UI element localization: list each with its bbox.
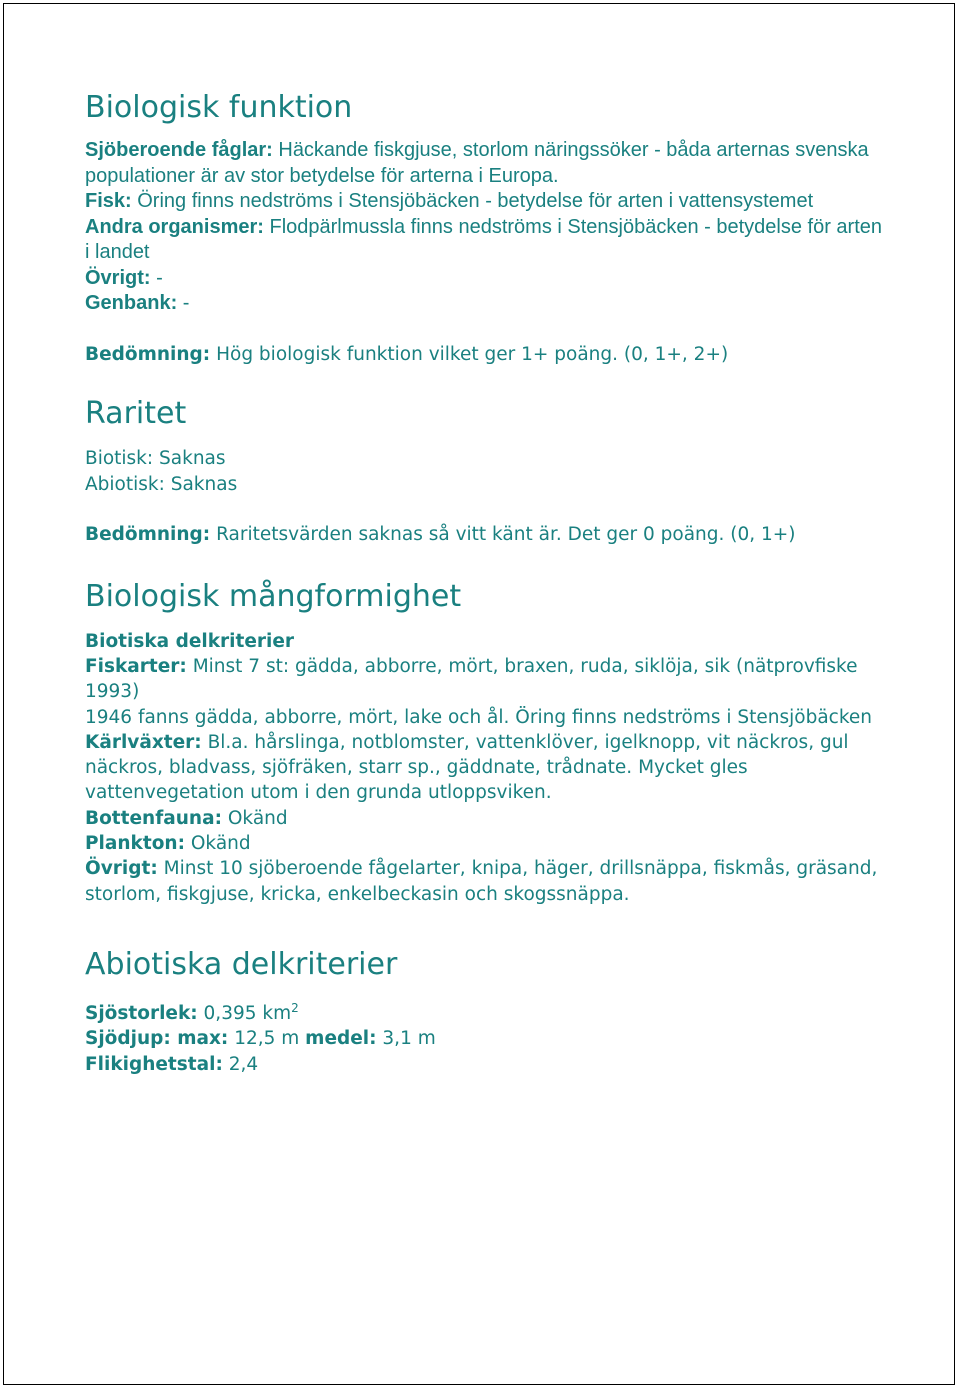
text-sjostorlek: 0,395 km xyxy=(197,1002,292,1024)
text-ovrigt: - xyxy=(150,266,163,289)
text-ovrigt-faglar: Minst 10 sjöberoende fågelarter, knipa, häger, drillsnäppa, fiskmås, gräsand, storlom, fiskgjuse, kricka, enkelbeckasin och skogssnäppa. xyxy=(85,858,878,905)
document-content xyxy=(85,86,885,1077)
paragraph-fisk xyxy=(85,189,885,215)
paragraph-ovrigt xyxy=(85,266,885,292)
label-ovrigt-faglar: Övrigt: xyxy=(85,858,158,880)
label-sjostorlek: Sjöstorlek: xyxy=(85,1002,198,1024)
text-sjodjup-max: 12,5 m xyxy=(228,1028,306,1050)
paragraph-abiotisk xyxy=(85,472,885,497)
label-bedomning-raritet: Bedömning: xyxy=(85,524,211,546)
text-fisk: Öring finns nedströms i Stensjöbäcken - betydelse för arten i vattensystemet xyxy=(131,190,814,212)
label-fisk: Fisk: xyxy=(85,190,132,212)
text-bedomning-raritet: Raritetsvärden saknas så vitt känt är. Det ger 0 poäng. (0, 1+) xyxy=(210,524,796,546)
text-sjoberoende-faglar: Häckande fiskgjuse, storlom näringssöker - båda arternas svenska populationer är av stor betydelse för arterna i Europa. xyxy=(85,139,869,187)
document-page xyxy=(3,3,955,1385)
label-abiotisk: Abiotisk: xyxy=(85,473,165,495)
label-karlvaxter: Kärlväxter: xyxy=(85,731,202,753)
text-karlvaxter: Bl.a. hårslinga, notblomster, vattenklöver, igelknopp, vit näckros, gul näckros, bladvass, sjöfräken, starr sp., gäddnate, trådnate. Mycket gles vattenvegetation utom i den grunda utloppsviken. xyxy=(85,731,849,804)
paragraph-sjoberoende-faglar xyxy=(85,138,885,189)
label-bottenfauna: Bottenfauna: xyxy=(85,807,222,829)
text-flikighetstal: 2,4 xyxy=(222,1053,259,1075)
text-plankton: Okänd xyxy=(184,833,251,855)
label-biotiska-delkriterier: Biotiska delkriterier xyxy=(85,630,295,652)
heading-biologisk-funktion: Biologisk funktion xyxy=(85,90,353,125)
paragraph-andra-organismer xyxy=(85,215,885,266)
text-biotisk: Saknas xyxy=(153,448,226,470)
text-abiotisk: Saknas xyxy=(164,473,238,495)
paragraph-sjostorlek xyxy=(85,1001,885,1026)
paragraph-bottenfauna xyxy=(85,806,885,831)
label-bedomning: Bedömning: xyxy=(85,344,211,365)
label-biotisk: Biotisk: xyxy=(85,448,154,470)
subheading-biotiska-delkriterier xyxy=(85,629,885,654)
paragraph-genbank xyxy=(85,291,885,317)
label-ovrigt: Övrigt: xyxy=(85,266,151,289)
superscript-km2: 2 xyxy=(291,1000,299,1015)
label-sjoberoende-faglar: Sjöberoende fåglar: xyxy=(85,139,273,161)
heading-biologisk-mangformighet: Biologisk mångformighet xyxy=(85,578,462,614)
paragraph-biotisk xyxy=(85,446,885,471)
paragraph-plankton xyxy=(85,831,885,856)
paragraph-fiskarter-1946: 1946 fanns gädda, abborre, mört, lake och ål. Öring finns nedströms i Stensjöbäcken xyxy=(85,706,873,728)
label-genbank: Genbank: xyxy=(85,292,178,314)
text-andra-organismer: Flodpärlmussla finns nedströms i Stensjöbäcken - betydelse för arten i landet xyxy=(85,215,883,263)
assessment-raritet xyxy=(85,522,885,547)
paragraph-flikighetstal xyxy=(85,1052,885,1077)
assessment-biologisk-funktion xyxy=(85,342,885,367)
label-sjodjup-max: Sjödjup: max: xyxy=(85,1028,229,1050)
text-sjodjup-medel: 3,1 m xyxy=(376,1028,436,1050)
text-bottenfauna: Okänd xyxy=(221,807,288,829)
label-flikighetstal: Flikighetstal: xyxy=(85,1053,223,1075)
label-sjodjup-medel: medel: xyxy=(305,1028,377,1050)
label-fiskarter: Fiskarter: xyxy=(85,655,187,677)
paragraph-ovrigt-faglar xyxy=(85,856,885,907)
label-andra-organismer: Andra organismer: xyxy=(85,215,264,238)
text-bedomning: Hög biologisk funktion vilket ger 1+ poäng. (0, 1+, 2+) xyxy=(210,344,729,365)
paragraph-karlvaxter xyxy=(85,730,885,806)
text-fiskarter: Minst 7 st: gädda, abborre, mört, braxen, ruda, siklöja, sik (nätprovfiske 1993) xyxy=(85,655,858,703)
heading-raritet: Raritet xyxy=(85,396,187,432)
paragraph-fiskarter xyxy=(85,654,885,705)
paragraph-sjodjup xyxy=(85,1026,885,1051)
heading-abiotiska-delkriterier: Abiotiska delkriterier xyxy=(85,946,398,982)
label-plankton: Plankton: xyxy=(85,833,185,855)
text-genbank: - xyxy=(177,292,190,314)
